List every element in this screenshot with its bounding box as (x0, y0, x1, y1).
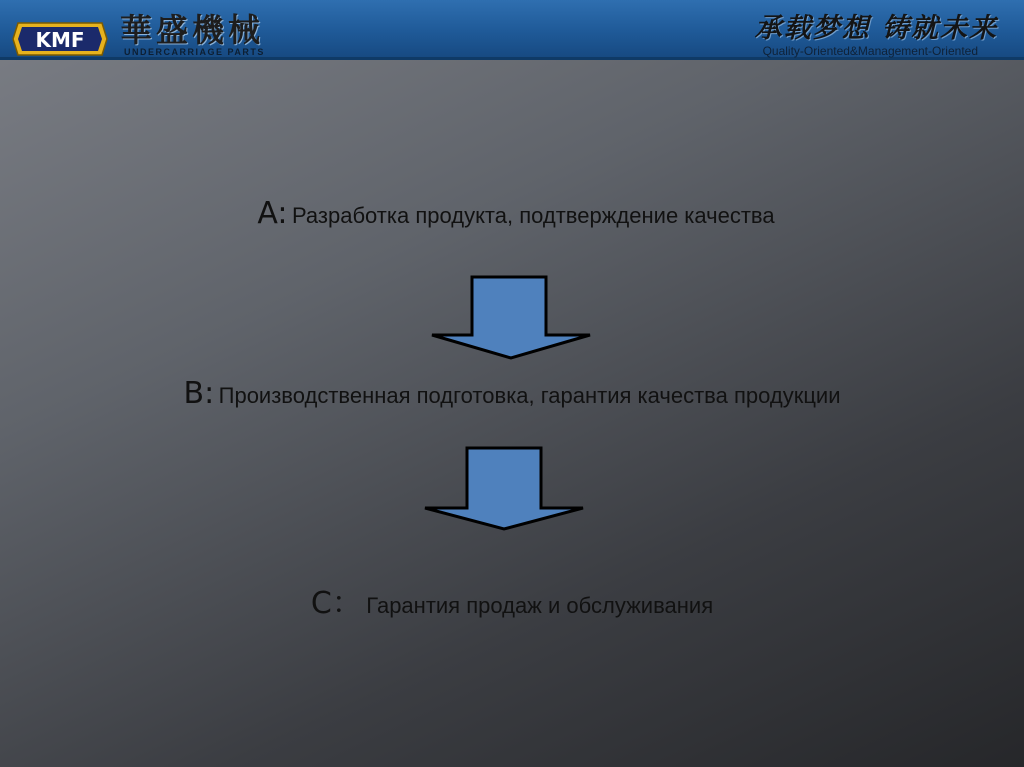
step-b (0, 376, 1024, 411)
slogan-en: Quality-Oriented&Management-Oriented (762, 44, 978, 58)
step-a-letter: A: (257, 196, 288, 231)
step-c (0, 578, 1024, 622)
header-banner (0, 0, 1024, 60)
step-b-letter: B: (183, 376, 215, 411)
logo-text: KMF (35, 28, 85, 52)
slogan-cn: 承载梦想 铸就未来 (754, 13, 998, 44)
step-c-text: Гарантия продаж и обслуживания (366, 593, 714, 618)
down-arrow-icon (421, 446, 587, 532)
brand-name-en: UNDERCARRIAGE PARTS (124, 47, 265, 57)
kmf-logo (12, 21, 108, 57)
down-arrow-icon (428, 275, 594, 361)
brand-name-cn: 華盛機械 (120, 11, 265, 49)
step-a (0, 196, 1024, 231)
step-a-text: Разработка продукта, подтверждение качества (291, 203, 775, 228)
step-c-letter: C： (310, 586, 362, 621)
step-b-text: Производственная подготовка, гарантия качества продукции (218, 383, 841, 408)
